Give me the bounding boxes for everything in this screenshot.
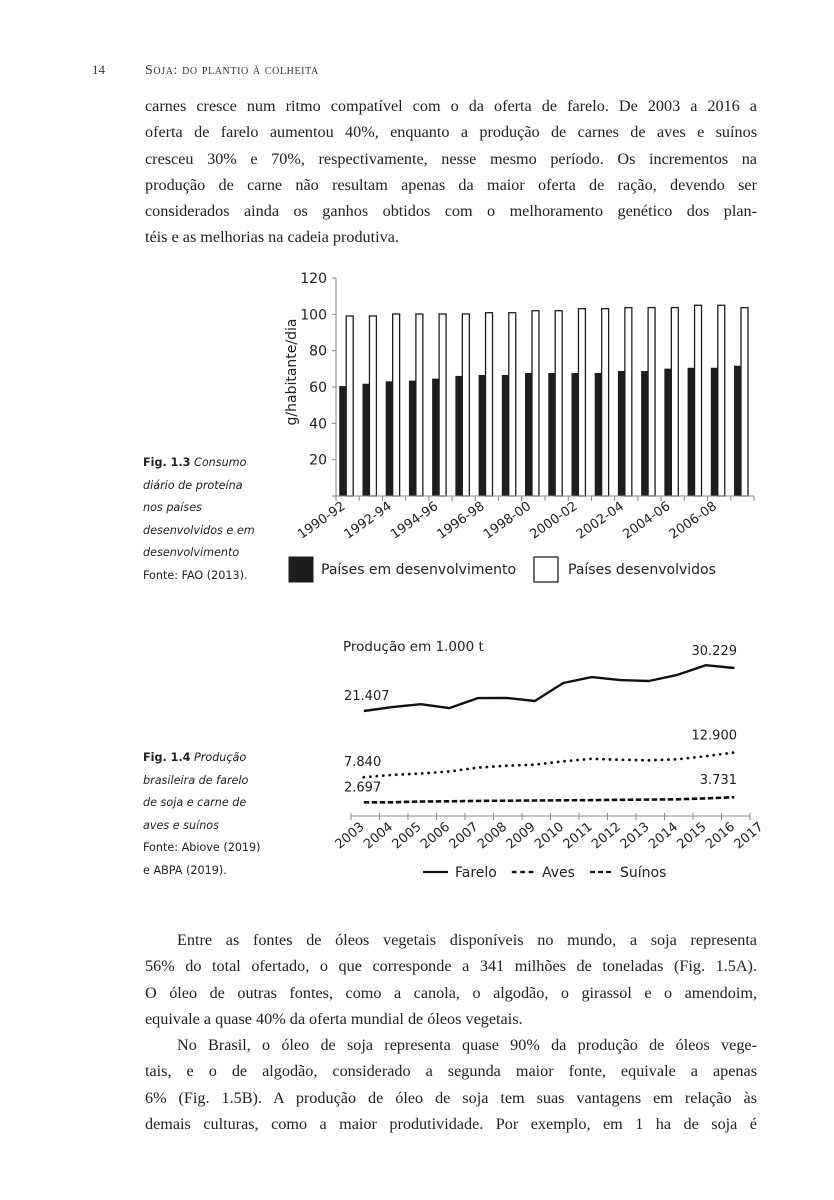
text-line: considerados ainda os ganhos obtidos com o melhoramento genético dos plan- [145,202,757,221]
chart-title: Produção em 1.000 t [343,639,484,655]
series-line-aves [364,753,735,778]
series-line-farelo [364,665,735,711]
x-tick-label: 2008 [475,819,511,853]
y-tick-label: 100 [300,307,327,324]
legend-label-suinos: Suínos [620,865,667,881]
text-line: O óleo de outras fontes, como a canola, o algodão, o girassol e o amendoim, [145,983,757,1002]
figure-description: desenvolvidos e em [143,523,255,537]
legend-label-developed: Países desenvolvidos [568,562,716,578]
y-tick-label: 60 [309,380,327,396]
x-tick-label: 1994-96 [388,498,442,543]
end-value-label: 12.900 [691,728,737,744]
end-value-label: 3.731 [699,773,737,789]
figure-description: Consumo [194,456,247,469]
figure-description: nos países [143,501,202,515]
x-tick-label: 2000-02 [527,498,581,543]
x-tick-label: 2007 [446,819,482,853]
text-line: 56% do total ofertado, o que corresponde a 341 milhões de toneladas (Fig. 1.5A). [145,957,757,976]
start-value-label: 2.697 [344,780,382,796]
text-line: oferta de farelo aumentou 40%, enquanto a produção de carnes de aves e suínos [145,123,757,142]
series-lines [364,665,735,802]
x-tick-label: 2006-08 [666,498,720,543]
x-tick-label: 1998-00 [480,498,535,543]
text-line: No Brasil, o óleo de soja representa quase 90% da produção de óleos vege- [177,1036,757,1055]
y-tick-label: 80 [309,343,327,360]
figure-source: Fonte: Abiove (2019) [143,841,261,855]
figure-description: desenvolvimento [143,546,240,560]
x-tick-label: 2015 [674,819,710,853]
series-line-suínos [364,797,735,802]
x-tick-label: 2003 [332,819,368,853]
end-value-label: 30.229 [691,643,737,659]
x-tick-label: 2002-04 [573,498,627,543]
figure-description: de soja e carne de [143,796,247,810]
text-line: cresceu 30% e 70%, respectivamente, nesse mesmo período. Os incrementos na [145,149,757,168]
figure-description: diário de proteína [143,478,243,492]
x-tick-label: 2017 [731,819,767,853]
legend-label-aves: Aves [542,865,575,881]
text-line: equivale a quase 40% da oferta mundial de óleos vegetais. [145,1009,523,1028]
text-line: carnes cresce num ritmo compatível com o da oferta de farelo. De 2003 a 2016 a [145,97,757,115]
body-paragraph-2 [145,927,757,1137]
legend-label-developing: Países em desenvolvimento [321,562,517,578]
y-tick-label: 40 [309,416,327,433]
x-tick-label: 2004 [361,819,397,853]
figure-description: aves e suínos [143,818,219,832]
text-line: 6% (Fig. 1.5B). A produção de óleo de soja tem suas vantagens em relação às [145,1088,757,1107]
figure-source: e ABPA (2019). [143,863,227,877]
figure-description: brasileira de farelo [143,773,249,787]
legend-label-farelo: Farelo [455,865,497,881]
page-number: 14 [92,62,105,77]
figure-description: Produção [194,751,247,764]
x-tick-label: 2005 [389,819,425,853]
x-tick-label: 2014 [646,819,682,853]
figure-number: Fig. 1.3 [143,456,191,469]
x-tick-label: 1992-94 [341,498,395,543]
figure-number: Fig. 1.4 [143,751,191,764]
y-tick-label: 120 [300,271,327,287]
text-line: produção de carne não resultam apenas da maior oferta de ração, devendo ser [145,175,757,194]
x-tick-label: 1996-98 [434,498,488,543]
y-axis-label: g/habitante/dia [284,318,300,426]
text-line: demais culturas, como a maior produtividade. Por exemplo, em 1 ha de soja é [145,1115,757,1134]
data-labels [344,644,737,795]
x-tick-label: 2013 [617,819,653,853]
x-tick-label: 2010 [532,819,568,853]
text-line: tais, e o de algodão, considerado a segunda maior fonte, equivale a apenas [145,1062,757,1081]
x-axis [333,813,767,852]
text-line: téis e as melhorias na cadeia produtiva. [145,228,399,247]
x-tick-label: 2009 [503,819,539,853]
x-tick-label: 2006 [418,819,454,853]
running-title: Soja: do plantio à colheita [145,63,319,78]
y-tick-label: 20 [309,452,327,469]
x-tick-label: 1990-92 [295,498,349,543]
x-tick-label: 2004-06 [620,498,674,543]
x-tick-label: 2012 [589,819,625,853]
legend [423,865,666,881]
x-tick-label: 2016 [703,819,739,853]
start-value-label: 7.840 [344,755,382,771]
x-tick-label: 2011 [560,819,596,853]
text-line: Entre as fontes de óleos vegetais disponíveis no mundo, a soja representa [177,931,757,949]
figure-source: Fonte: FAO (2013). [143,568,248,582]
start-value-label: 21.407 [344,689,390,704]
